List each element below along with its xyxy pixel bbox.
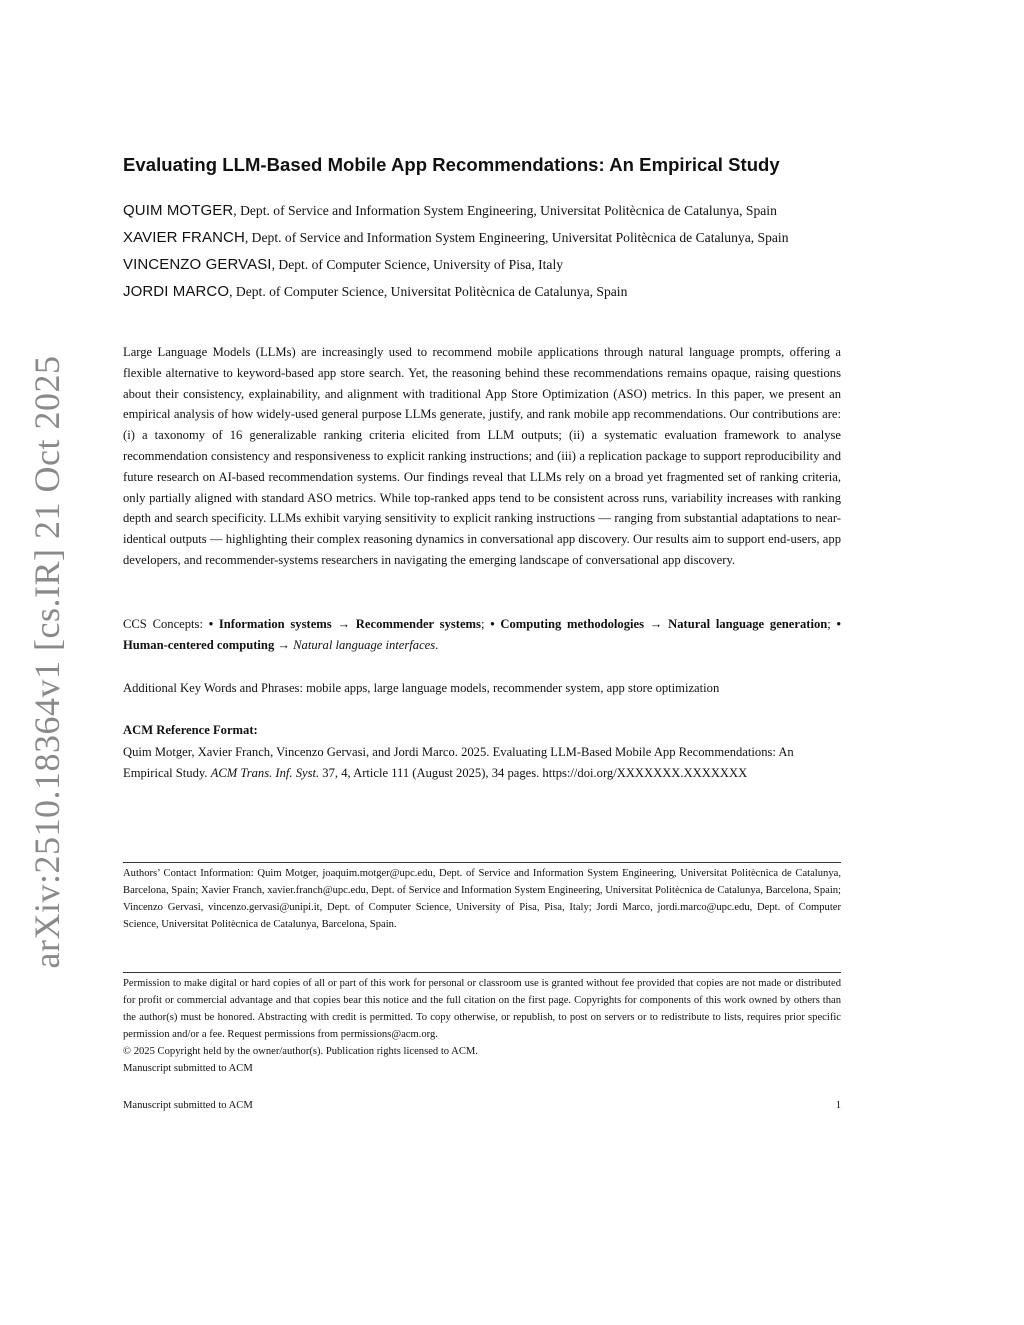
- paper-title: Evaluating LLM-Based Mobile App Recommendations: An Empirical Study: [123, 154, 780, 175]
- keywords: Additional Key Words and Phrases: mobile apps, large language models, recommender system, app store optimization: [123, 681, 720, 695]
- author-entry: [123, 278, 841, 305]
- author-entry: [123, 251, 841, 278]
- author-name: XAVIER FRANCH: [123, 229, 245, 246]
- page-footer: [123, 1100, 841, 1111]
- manuscript-note: Manuscript submitted to ACM: [123, 1063, 253, 1074]
- arxiv-stamp: arXiv:2510.18364v1 [cs.IR] 21 Oct 2025: [27, 355, 67, 969]
- author-entry: [123, 197, 841, 224]
- ccs-concept: • Human-centered computing →: [123, 617, 841, 652]
- author-affiliation: , Dept. of Service and Information System Engineering, Universitat Politècnica de Catalunya, Spain: [233, 203, 777, 218]
- acm-reference-text: Quim Motger, Xavier Franch, Vincenzo Gervasi, and Jordi Marco. 2025. Evaluating LLM-Based Mobile App Recommendations: An Empirical Study.: [123, 744, 794, 780]
- author-name: JORDI MARCO: [123, 283, 230, 300]
- acm-reference-heading: ACM Reference Format:: [123, 723, 258, 737]
- ccs-end: .: [435, 637, 439, 652]
- ccs-concepts: [123, 614, 841, 656]
- ccs-separator: ;: [480, 617, 491, 631]
- divider: [123, 862, 841, 863]
- footer-left: Manuscript submitted to ACM: [123, 1100, 253, 1111]
- author-affiliation: , Dept. of Service and Information System Engineering, Universitat Politècnica de Catalunya, Spain: [244, 230, 789, 245]
- ccs-separator: ;: [827, 617, 837, 631]
- permission-block: [123, 975, 841, 1077]
- ccs-label: CCS Concepts:: [123, 617, 209, 631]
- divider: [123, 972, 841, 973]
- acm-reference-details: 37, 4, Article 111 (August 2025), 34 pages. https://doi.org/XXXXXXX.XXXXXXX: [319, 766, 748, 780]
- author-affiliation: , Dept. of Computer Science, University of Pisa, Italy: [271, 257, 564, 272]
- author-contact-info: Authors’ Contact Information: Quim Motger, joaquim.motger@upc.edu, Dept. of Service and Information System Engineering, Universitat Politècnica de Catalunya, Barcelona, Spain; Xavier Franch, xavier.franch@upc.edu, Dept. of Service and Information System Engineering, Universitat Politècnica de Catalunya, Barcelona, Spain; Vincenzo Gervasi, vincenzo.gervasi@unipi.it, Dept. of Computer Science, University of Pisa, Pisa, Italy; Jordi Marco, jordi.marco@upc.edu, Dept. of Computer Science, Universitat Politècnica de Catalunya, Barcelona, Spain.: [123, 868, 841, 930]
- acm-reference-journal: ACM Trans. Inf. Syst.: [210, 766, 320, 780]
- author-list: [123, 197, 841, 305]
- author-name: QUIM MOTGER: [123, 202, 234, 219]
- ccs-concept: • Computing methodologies → Natural language generation: [490, 617, 828, 631]
- author-affiliation: , Dept. of Computer Science, Universitat Politècnica de Catalunya, Spain: [229, 284, 628, 299]
- author-entry: [123, 224, 841, 251]
- abstract: Large Language Models (LLMs) are increasingly used to recommend mobile applications through natural language prompts, offering a flexible alternative to keyword-based app store search. Yet, the reasoning behind these recommendations remains opaque, raising questions about their consistency, explainability, and alignment with traditional App Store Optimization (ASO) metrics. In this paper, we present an empirical analysis of how widely-used general purpose LLMs generate, justify, and rank mobile app recommendations. Our contributions are: (i) a taxonomy of 16 generalizable ranking criteria elicited from LLM outputs; (ii) a systematic evaluation framework to analyse recommendation consistency and responsiveness to explicit ranking instructions; and (iii) a replication package to support reproducibility and future research on AI-based recommendation systems. Our findings reveal that LLMs rely on a broad yet fragmented set of ranking criteria, only partially aligned with standard ASO metrics. While top-ranked apps tend to be consistent across runs, variability increases with ranking depth and search specificity. LLMs exhibit varying sensitivity to explicit ranking instructions — ranging from substantial adaptations to near-identical outputs — highlighting their complex reasoning dynamics in conversational app discovery. Our results aim to support end-users, app developers, and recommender-systems researchers in navigating the emerging landscape of conversational app discovery.: [123, 345, 841, 567]
- copyright-notice: © 2025 Copyright held by the owner/author(s). Publication rights licensed to ACM.: [123, 1046, 478, 1057]
- ccs-concept: • Information systems → Recommender systems: [208, 617, 481, 631]
- page-number: 1: [835, 1100, 841, 1111]
- author-name: VINCENZO GERVASI: [123, 256, 272, 273]
- ccs-concept-leaf: Natural language interfaces: [293, 637, 436, 652]
- acm-reference-format: [123, 720, 841, 785]
- permission-notice: Permission to make digital or hard copies of all or part of this work for personal or classroom use is granted without fee provided that copies are not made or distributed for profit or commercial advantage and that copies bear this notice and the full citation on the first page. Copyrights for components of this work owned by others than the author(s) must be honored. Abstracting with credit is permitted. To copy otherwise, or republish, to post on servers or to redistribute to lists, requires prior specific permission and/or a fee. Request permissions from permissions@acm.org.: [123, 978, 841, 1040]
